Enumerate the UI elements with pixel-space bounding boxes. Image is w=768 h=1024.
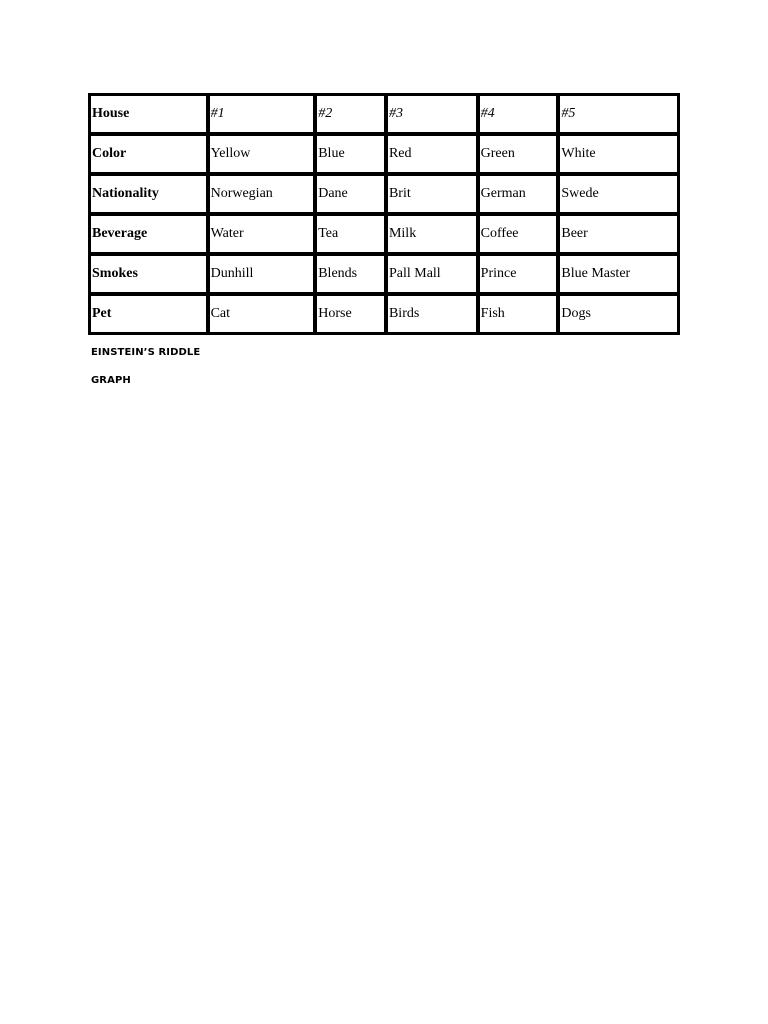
table-cell: #2 [315,94,386,134]
table-cell: Red [386,134,478,174]
table-cell: German [478,174,559,214]
table-cell: #5 [558,94,679,134]
table-row-nationality [89,174,679,214]
row-label-house: House [89,94,208,134]
row-label-smokes: Smokes [89,254,208,294]
table-cell: White [558,134,679,174]
table-cell: Cat [208,294,316,334]
table-cell: Birds [386,294,478,334]
table-cell: Milk [386,214,478,254]
table-cell: #3 [386,94,478,134]
table-cell: Horse [315,294,386,334]
table-row-house [89,94,679,134]
table-cell: Green [478,134,559,174]
table-row-color [89,134,679,174]
caption-title: EINSTEIN’S RIDDLE [91,347,201,358]
table-cell: Dogs [558,294,679,334]
row-label-pet: Pet [89,294,208,334]
table-row-beverage [89,214,679,254]
table-cell: Blue [315,134,386,174]
table-cell: Yellow [208,134,316,174]
caption-graph: GRAPH [91,375,131,386]
table-row-pet [89,294,679,334]
table-cell: Norwegian [208,174,316,214]
row-label-color: Color [89,134,208,174]
table-cell: Swede [558,174,679,214]
table-cell: Blends [315,254,386,294]
table-cell: #4 [478,94,559,134]
row-label-nationality: Nationality [89,174,208,214]
table-cell: Fish [478,294,559,334]
table-cell: Coffee [478,214,559,254]
table-cell: Brit [386,174,478,214]
table-cell: Tea [315,214,386,254]
table-cell: Water [208,214,316,254]
row-label-beverage: Beverage [89,214,208,254]
table-cell: Dane [315,174,386,214]
table-cell: Beer [558,214,679,254]
table-row-smokes [89,254,679,294]
table-cell: Blue Master [558,254,679,294]
table-cell: Pall Mall [386,254,478,294]
table-cell: Dunhill [208,254,316,294]
riddle-table [88,93,680,335]
table-cell: #1 [208,94,316,134]
table-cell: Prince [478,254,559,294]
